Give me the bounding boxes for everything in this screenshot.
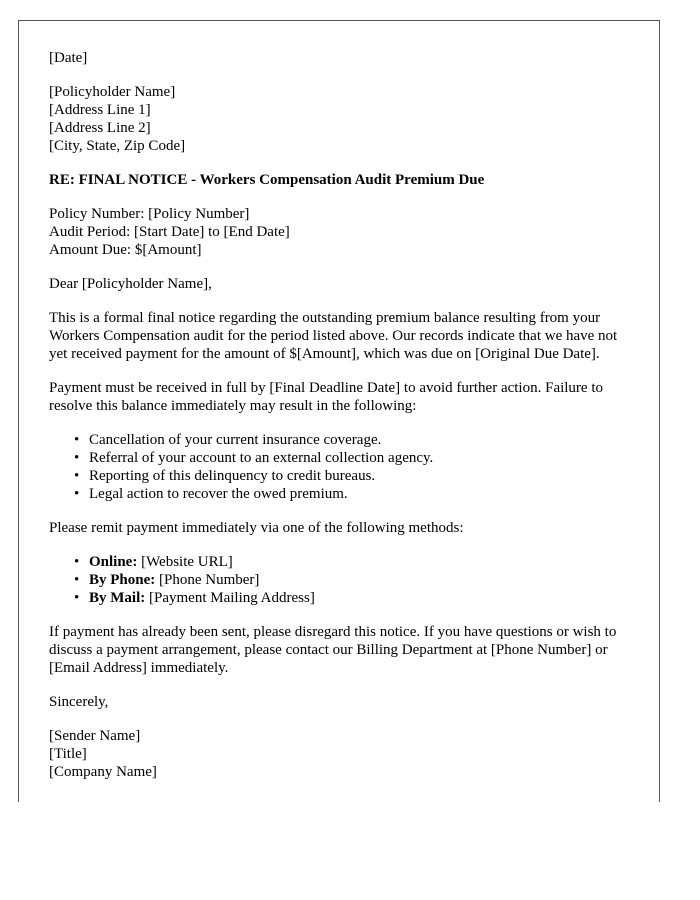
bullet-icon: • [74,590,80,606]
body-paragraph-2: Payment must be received in full by [Final Deadline Date] to avoid further action. Failure to resolve this balance immediately may result in the following: [49,380,604,414]
payment-method-value: [Payment Mailing Address] [145,590,315,606]
policy-number: Policy Number: [Policy Number] [49,206,250,222]
payment-method-online [74,553,629,571]
body-paragraph-4: If payment has already been sent, please disregard this notice. If you have questions or wish to discuss a payment arrangement, please contact our Billing Department at [Phone Number] or [Email Address] immediately. [49,624,617,676]
payment-method-phone [74,571,629,589]
bullet-icon: • [74,432,80,448]
sender-company: [Company Name] [49,764,157,780]
payment-methods-list [49,553,629,607]
payment-method-mail [74,589,629,607]
letter-page [18,20,660,802]
recipient-city-state-zip: [City, State, Zip Code] [49,138,186,154]
bullet-icon: • [74,486,80,502]
consequence-text: Reporting of this delinquency to credit bureaus. [89,468,376,484]
body-paragraph-1: This is a formal final notice regarding the outstanding premium balance resulting from your Workers Compensation audit for the period listed above. Our records indicate that we have not yet received payment for the amount of $[Amount], which was due on [Original Due Date]. [49,310,618,362]
subject-line: RE: FINAL NOTICE - Workers Compensation Audit Premium Due [49,172,485,188]
body-paragraph-3: Please remit payment immediately via one of the following methods: [49,520,464,536]
closing: Sincerely, [49,694,109,710]
signature-block [49,727,629,781]
list-item [74,467,629,485]
list-item [74,431,629,449]
payment-method-label: By Phone: [89,572,156,588]
bullet-icon: • [74,468,80,484]
salutation: Dear [Policyholder Name], [49,276,212,292]
bullet-icon: • [74,572,80,588]
list-item [74,485,629,503]
bullet-icon: • [74,450,80,466]
payment-method-value: [Phone Number] [155,572,260,588]
consequence-text: Cancellation of your current insurance coverage. [89,432,382,448]
bullet-icon: • [74,554,80,570]
recipient-address [49,83,629,155]
audit-period: Audit Period: [Start Date] to [End Date] [49,224,290,240]
payment-method-label: Online: [89,554,138,570]
consequence-text: Referral of your account to an external collection agency. [89,450,434,466]
amount-due: Amount Due: $[Amount] [49,242,202,258]
consequence-text: Legal action to recover the owed premium. [89,486,348,502]
recipient-address-line-2: [Address Line 2] [49,120,151,136]
consequences-list [49,431,629,503]
sender-name: [Sender Name] [49,728,141,744]
list-item [74,449,629,467]
recipient-address-line-1: [Address Line 1] [49,102,151,118]
payment-method-value: [Website URL] [137,554,233,570]
letter-date: [Date] [49,50,88,66]
sender-title: [Title] [49,746,87,762]
policy-info [49,205,629,259]
payment-method-label: By Mail: [89,590,146,606]
recipient-name: [Policyholder Name] [49,84,176,100]
